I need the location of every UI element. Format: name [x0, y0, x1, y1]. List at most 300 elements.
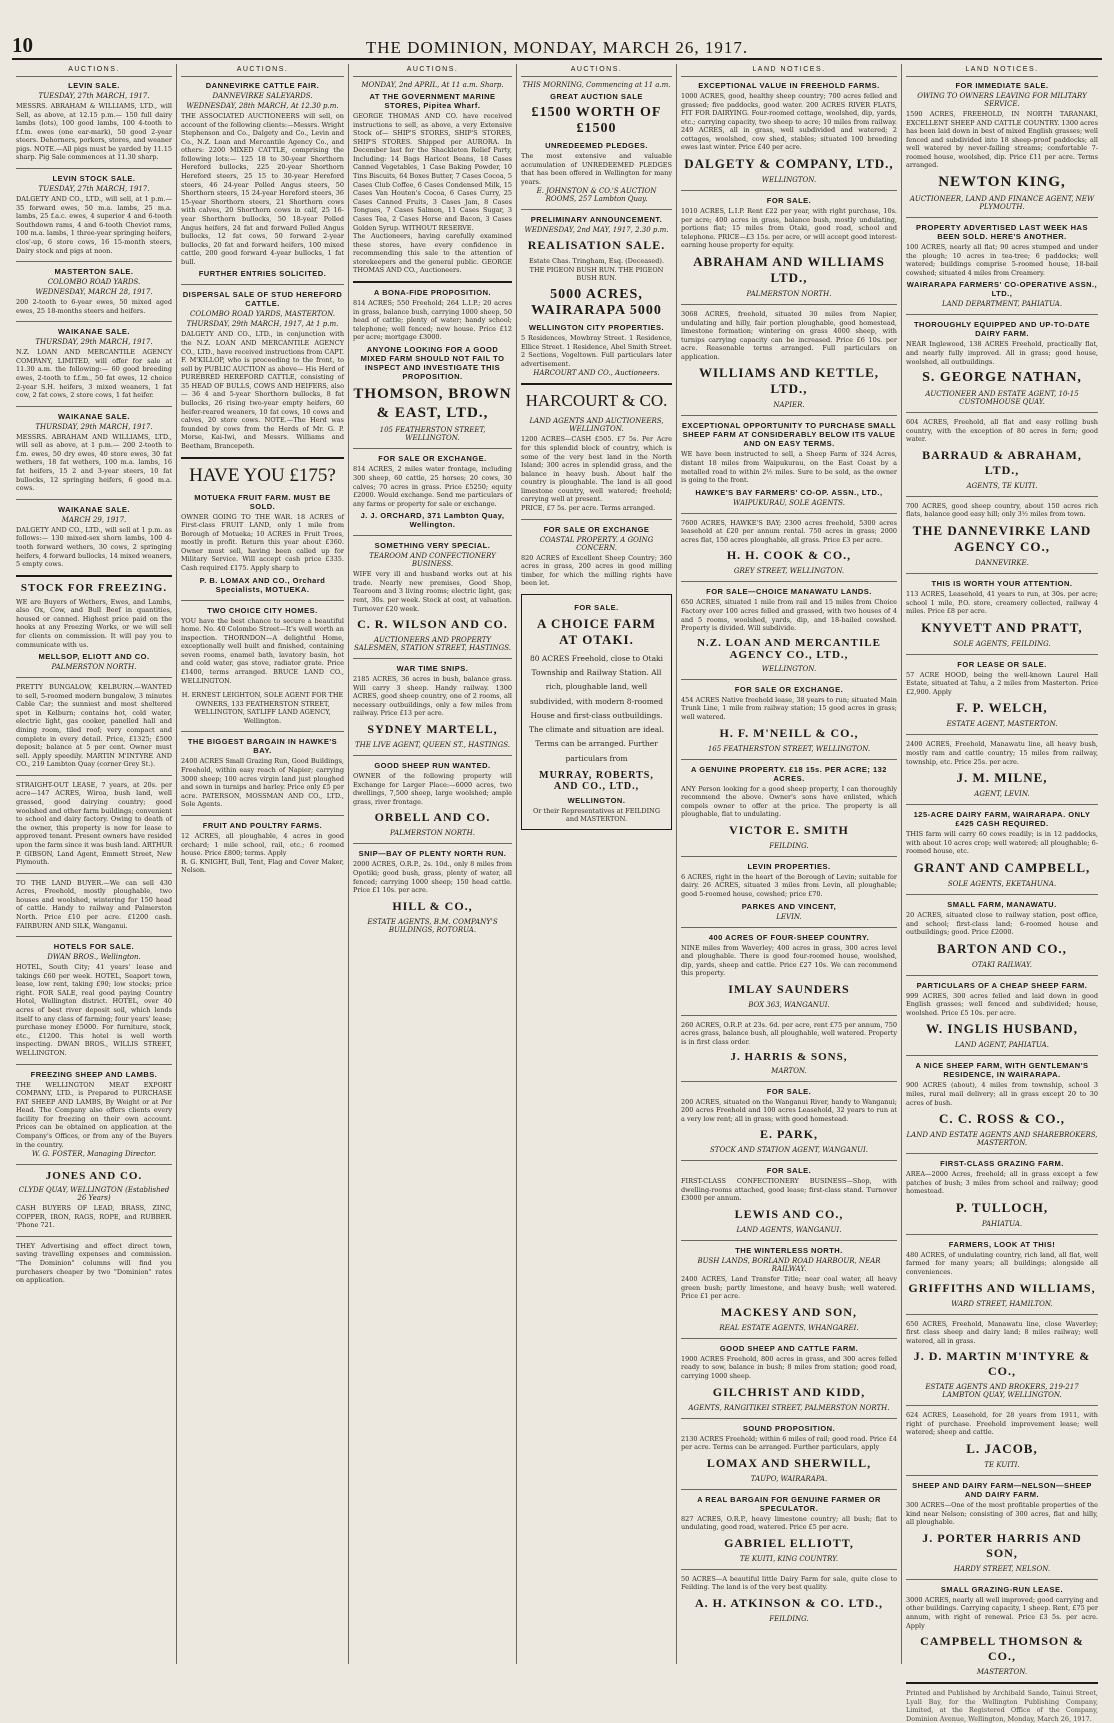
- ad-place: AGENTS, RANGITIKEI STREET, PALMERSTON NORTH.: [688, 1403, 890, 1412]
- divider: [181, 815, 344, 816]
- ad-realisation-sale: [521, 215, 672, 377]
- ad-place: TE KUITI.: [984, 1461, 1020, 1470]
- ad-war-time-snips: [353, 664, 512, 749]
- ad-signature: E. JOHNSTON & CO.'S AUCTION ROOMS, 257 Lambton Quay.: [536, 187, 657, 204]
- divider: [181, 284, 344, 285]
- newspaper-title: THE DOMINION, MONDAY, MARCH 26, 1917.: [365, 38, 749, 57]
- ad-signature: GRANT AND CAMPBELL,: [913, 859, 1091, 875]
- ad-subtitle: DANNEVIRKE SALEYARDS.: [212, 92, 313, 100]
- ad-grant-campbell: [906, 810, 1098, 888]
- ad-subtitle: WELLINGTON CITY PROPERTIES.: [528, 323, 665, 333]
- ad-body: 1010 ACRES, L.I.P. Rent £22 per year, with right purchase, 10s. per acre; 400 acres in grass, balance bush, mostly undulating, portions flat; 15 miles from Otaki, good road, school and telephone. PRICE—£3 15s. per acre, or will accept good interest-earning house property for equity.: [681, 207, 897, 250]
- divider: [681, 581, 897, 582]
- ad-list: 5 Residences, Mowbray Street. 1 Residence, Ellice Street. 1 Residence, Abel Smith Street. 2 Sections, Vogeltown. Full particulars later advertisement.: [521, 334, 672, 368]
- ad-title: THIS IS WORTH YOUR ATTENTION.: [931, 578, 1073, 588]
- divider: [521, 383, 672, 385]
- ad-sheep-run-wanted: [353, 761, 512, 837]
- ad-headline: £1500 WORTH OF £1500: [531, 105, 662, 136]
- divider: [906, 1405, 1098, 1406]
- ad-cc-ross: [906, 1061, 1098, 1147]
- ad-signature: E. PARK,: [759, 1127, 819, 1142]
- ad-body: 50 ACRES—A beautiful little Dairy Farm for sale, quite close to Feilding. The land is of the very best quality.: [681, 1574, 897, 1592]
- ad-date: TUESDAY, 27th MARCH, 1917.: [38, 185, 150, 194]
- divider: [906, 1314, 1098, 1315]
- ad-signature: P. TULLOCH,: [955, 1199, 1049, 1215]
- ad-headline: A CHOICE FARM AT OTAKI.: [537, 615, 656, 647]
- ad-signature: HARCOURT AND CO., Auctioneers.: [533, 369, 660, 378]
- ad-place: AUCTIONEER, LAND AND FINANCE AGENT, NEW PLYMOUTH.: [909, 195, 1095, 212]
- ad-unredeemed-pledges: [521, 81, 672, 203]
- ad-place: LEVIN.: [776, 912, 802, 921]
- ad-title: HOTELS FOR SALE.: [53, 942, 135, 952]
- ad-place: LAND AND ESTATE AGENTS AND SHAREBROKERS, MASTERTON.: [906, 1131, 1098, 1148]
- divider: [906, 1475, 1098, 1476]
- ad-lomax-sherwill: [681, 1424, 897, 1483]
- ad-body: 1200 ACRES—CASH £505. £7 5s. Per Acre for this splendid block of country, which is some of the very best land in the North Island; 300 acres in splendid grass, and the balance in heavy bush. About half the country is ploughable. The land is all good limestone country, well watered; freehold; carrying well at present.: [521, 435, 672, 504]
- ad-title: AT THE GOVERNMENT MARINE STORES, Pipitea Wharf.: [369, 92, 496, 110]
- ad-coastal-property: [521, 525, 672, 588]
- ad-wairarapa-farmers: [906, 223, 1098, 308]
- page-number: 10: [12, 33, 33, 57]
- ad-date: TUESDAY, 27th MARCH, 1917.: [38, 92, 150, 100]
- ad-signature: P. B. LOMAX AND CO., Orchard Specialists, MOTUEKA.: [199, 575, 326, 594]
- divider: [906, 573, 1098, 574]
- ad-body: 480 ACRES, of undulating country, rich land, all flat, well farmed for many years; all buildings; alongside all conveniences.: [906, 1250, 1098, 1277]
- ad-body: NEAR Inglewood, 138 ACRES Freehold, practically flat, and nearly fully improved. All in grass; good house, woolshed, all outbuildings.: [906, 340, 1098, 366]
- ad-gilchrist-kidd: [681, 1344, 897, 1412]
- ad-waikanae-sale-2: [16, 412, 172, 493]
- ad-subtitle: BUSH LANDS, BORLAND ROAD HARBOUR, NEAR RAILWAY.: [697, 1257, 881, 1274]
- ad-signature: C. R. WILSON AND CO.: [357, 617, 508, 632]
- column-header: AUCTIONS.: [181, 64, 344, 77]
- ad-signature: CAMPBELL THOMSON & CO.,: [920, 1634, 1084, 1664]
- ad-body: THE ASSOCIATED AUCTIONEERS will sell, on account of the following clients:—Messrs. Wright Stephenson and Co., Dalgety and Co., Levin and Co., N.Z. Loan and Mercantile Agency Co., and others: 2200 MIXED CATTLE, comprising the following lots:— 125 18 to 30-year Shorthorn Hereford bullocks, 225 20-year Shorthorn Hereford steers, 25 15 to 30-year Hereford steers, 46 24-year Polled Angus steers, 50 Shorthorn steers, 15 24-year Hereford steers, 36 15-year Shorthorn steers, 21 Shorthorn cows with calves, 20 Shorthorn cows in calf, 25 16-year Shorthorn bullocks, 50 18-year Polled Angus heifers, 24 fat and forward Polled Angus bullocks, 12 fat cows, 50 forward 2-year bullocks, 20 fat and forward heifers, 100 mixed cattle, 200 good forward 4-year bullocks, 1 fat bull.: [181, 112, 344, 266]
- ad-title: FRUIT AND POULTRY FARMS.: [202, 820, 323, 830]
- ad-title: SOMETHING VERY SPECIAL.: [374, 541, 491, 551]
- columns: [12, 64, 1102, 1723]
- ad-place: MARTON.: [771, 1066, 807, 1075]
- divider: [906, 1055, 1098, 1056]
- ad-signature: J. J. ORCHARD, 371 Lambton Quay, Wellington.: [360, 511, 505, 530]
- column-header: LAND NOTICES.: [681, 64, 897, 77]
- ad-signature: C. C. ROSS & CO.,: [938, 1111, 1066, 1127]
- ad-harcourt: [521, 391, 672, 512]
- ad-date: MONDAY, 2nd APRIL, At 11 a.m. Sharp.: [361, 81, 504, 89]
- ad-signature: H. H. COOK & CO.,: [726, 548, 852, 563]
- ad-title: WAIKANAE SALE.: [57, 411, 130, 421]
- ad-title: FREEZING SHEEP AND LAMBS.: [30, 1069, 158, 1079]
- ad-body: 6 ACRES, right in the heart of the Borough of Levin; suitable for dairy. 26 ACRES, situated 3 miles from Levin, all ploughable; good 5-roomed house, cowshed; price £70.: [681, 872, 897, 898]
- divider: [16, 1064, 172, 1065]
- ad-address: 105 FEATHERSTON STREET, WELLINGTON.: [379, 426, 486, 443]
- ad-signature: GABRIEL ELLIOTT,: [724, 1535, 854, 1550]
- divider: [906, 1153, 1098, 1154]
- ad-subtitle: CLYDE QUAY, WELLINGTON (Established 26 Years): [18, 1186, 170, 1203]
- divider: [353, 535, 512, 536]
- divider: [353, 281, 512, 283]
- ad-place: WELLINGTON.: [567, 795, 626, 805]
- ad-signature: BARRAUD & ABRAHAM, LTD.,: [922, 447, 1082, 477]
- divider: [906, 1234, 1098, 1235]
- ad-title: DISPERSAL SALE OF STUD HEREFORD CATTLE.: [182, 290, 343, 309]
- divider: [16, 406, 172, 407]
- ad-subtitle: TEAROOM AND CONFECTIONERY BUSINESS.: [369, 552, 496, 569]
- ad-subtitle: OWING TO OWNERS LEAVING FOR MILITARY SERVICE.: [917, 92, 1087, 108]
- ad-signature: HAWKE'S BAY FARMERS' CO-OP. ASSN., LTD.,: [695, 487, 883, 497]
- ad-title: PARTICULARS OF A CHEAP SHEEP FARM.: [916, 980, 1088, 990]
- divider: [353, 755, 512, 756]
- ad-address: PALMERSTON NORTH.: [390, 829, 475, 838]
- ad-title: A NICE SHEEP FARM, WITH GENTLEMAN'S RESIDENCE, IN WAIRARAPA.: [915, 1061, 1089, 1080]
- ad-place: HARDY STREET, NELSON.: [953, 1564, 1051, 1573]
- ad-note: Or their Representatives at FEILDING and MASTERTON.: [532, 806, 661, 824]
- ad-subtitle: MOTUEKA FRUIT FARM. MUST BE SOLD.: [194, 492, 331, 511]
- ad-signature: R. G. KNIGHT, Bull, Tent, Flag and Cover Maker, Nelson.: [181, 857, 344, 875]
- ad-place: LAND AGENTS, WANGANUI.: [736, 1226, 842, 1235]
- ad-levin-properties: [681, 862, 897, 921]
- ad-signature: THE DANNEVIRKE LAND AGENCY CO.,: [912, 522, 1092, 554]
- ad-body: THIS farm will carry 60 cows readily; is in 12 paddocks, with about 10 acres crop; well watered; all ploughable; 6-roomed house, etc.: [906, 830, 1098, 856]
- divider: [16, 677, 172, 678]
- ad-four-sheep-country: [681, 933, 897, 1009]
- ad-griffiths-williams: [906, 1240, 1098, 1308]
- ad-abraham-williams: [681, 196, 897, 298]
- divider: [906, 804, 1098, 805]
- ad-straight-out-lease: STRAIGHT-OUT LEASE, 7 years, at 20s. per acre—147 ACRES, Wiroa, bush land, well grassed, good dairying country; good woolshed and other farm buildings; convenient to school and dairy factory. Owing to death of the owner, this property is now for lease to approved tenant. Present owners have resided upon the farm since it was bush land. ARTHUR P. GIBSON, Land Agent, Emmett Street, New Plymouth.: [16, 780, 172, 867]
- ad-immediate-sale: [906, 81, 1098, 211]
- ad-title: A BONA-FIDE PROPOSITION.: [373, 287, 492, 297]
- ad-title: A REAL BARGAIN FOR GENUINE FARMER OR SPECULATOR.: [697, 1494, 881, 1513]
- ad-title: FOR SALE.: [574, 602, 619, 612]
- ad-e-park: [681, 1087, 897, 1155]
- ad-title: A GENUINE PROPERTY. £18 15s. PER ACRE; 132 ACRES.: [691, 764, 887, 783]
- ad-place: PALMERSTON NORTH.: [51, 663, 137, 672]
- ad-place: PALMERSTON NORTH.: [746, 289, 832, 298]
- divider: [906, 654, 1098, 655]
- ad-jones-and-co: [16, 1170, 172, 1230]
- divider: [906, 975, 1098, 976]
- ad-bona-fide: [353, 288, 512, 442]
- ad-body: MESSRS. ABRAHAM AND WILLIAMS, LTD., will sell as above, at 1 p.m.— 200 2-tooth to f.m. ewes, 50 dry ewes, 40 store ewes, 30 fat wethers, 18 fat wethers, 100 m.a. lambs, 16 fat heifers, 15 2 and 3-year steers, 10 fat bullocks, 12 springing heifers, 6 good m.a. cows.: [16, 432, 172, 493]
- ad-mcneill: [681, 685, 897, 753]
- ad-choice-farm-otaki: [521, 594, 672, 830]
- ad-title: GOOD SHEEP AND CATTLE FARM.: [719, 1343, 859, 1353]
- ad-signature: BARTON AND CO.,: [937, 940, 1067, 956]
- ad-stock-for-freezing: [16, 582, 172, 671]
- ad-title: SMALL GRAZING-RUN LEASE.: [940, 1584, 1064, 1594]
- ad-body: 2130 ACRES Freehold; within 6 miles of rail; good road. Price £4 per acre. Terms can be arranged. Further particulars, apply: [681, 1434, 897, 1452]
- ad-note: PRICE, £7 5s. per acre. Terms arranged.: [521, 503, 656, 512]
- ad-body: HOTEL, South City; 41 years' lease and takings £60 per week. HOTEL, Seaport town, lease, low rent, taking £90; low stocks; price right. FOR SALE, real good paying Country Hotel, Wellington district. HOTEL, over 40 acres of best river deposit soil, which lends itself to any class of farming; four years' lease; purchase money £5000. For furniture, stock, etc., £1200. This hotel is well worth inspecting. DWAN BROS., WILLIS STREET, WELLINGTON.: [16, 963, 172, 1057]
- ad-body: MESSRS. ABRAHAM & WILLIAMS, LTD., will Sell, as above, at 12.15 p.m.— 150 full dairy lambs (lots), 100 good lambs, 100 4-tooth to f.f.m. ewes (one ear-mark), 50 good 2-year steers. Dehorners, porkers, stores, and weaner pigs. NOTE.—All pigs must be yarded by 11.15 sharp. Pig Sale commences at 11.30 sharp.: [16, 102, 172, 162]
- ad-title: EXCEPTIONAL VALUE IN FREEHOLD FARMS.: [698, 81, 880, 90]
- ad-body: Estate Chas. Tringham, Esq. (Deceased). THE PIGEON BUSH RUN. THE PIGEON BUSH RUN.: [528, 257, 665, 283]
- ad-address: THE LIVE AGENT, QUEEN ST., HASTINGS.: [354, 741, 511, 750]
- ad-dannevirke-land: [906, 502, 1098, 567]
- ad-body: 80 ACRES Freehold, close to Otaki Township and Railway Station. All rich, ploughable land, well subdivided, with modern 8-roomed House and first-class outbuildings. The climate and situation are ideal. Terms can be arranged. Further particulars from: [528, 653, 665, 763]
- ad-fp-welch: [906, 660, 1098, 729]
- ad-signature: J. PORTER HARRIS AND SON,: [922, 1530, 1082, 1560]
- ad-signature: H. F. M'NEILL & CO.,: [719, 725, 859, 740]
- ad-signature: GILCHRIST AND KIDD,: [712, 1384, 866, 1399]
- column-header: AUCTIONS.: [353, 64, 512, 77]
- ad-body: 604 ACRES, Freehold, all flat and easy rolling bush country, with the exception of 80 acres in fern; good water.: [906, 418, 1098, 444]
- ad-place: ESTATE AGENTS AND BROKERS, 219-217 LAMBTON QUAY, WELLINGTON.: [925, 1383, 1079, 1400]
- ad-place: AGENT, LEVIN.: [974, 790, 1030, 799]
- ad-signature: GRIFFITHS AND WILLIAMS,: [908, 1280, 1096, 1295]
- ad-body: 200 2-tooth to 6-year ewes, 50 mixed aged ewes, 25 18-months steers and heifers.: [16, 298, 172, 315]
- ad-subtitle: LAND AGENTS AND AUCTIONEERS, WELLINGTON.: [529, 417, 664, 434]
- ad-date: MARCH 29, 1917.: [61, 515, 127, 524]
- ad-place: MASTERTON.: [976, 1668, 1028, 1677]
- column-header: AUCTIONS.: [16, 64, 172, 77]
- ad-place: FEILDING.: [769, 841, 809, 850]
- column-2: [177, 64, 349, 1664]
- ad-subtitle: UNREDEEMED PLEDGES.: [545, 141, 648, 150]
- ad-masterton-sale: [16, 267, 172, 315]
- ad-title: 125-ACRE DAIRY FARM, WAIRARAPA. ONLY £425 CASH REQUIRED.: [913, 810, 1091, 829]
- ad-headline: HARCOURT & CO.: [525, 391, 668, 411]
- ad-date: WEDNESDAY, 28th MARCH, At 12.30 p.m.: [186, 102, 339, 110]
- ad-title: FOR SALE.: [766, 196, 812, 206]
- ad-title: FOR SALE—CHOICE MANAWATU LANDS.: [706, 587, 872, 597]
- ad-address: ESTATE AGENTS, B.M. COMPANY'S BUILDINGS, ROTORUA.: [367, 917, 498, 934]
- ad-place: AUCTIONEER AND ESTATE AGENT, 10-15 CUSTOMHOUSE QUAY.: [925, 390, 1079, 407]
- ad-freezing-sheep: [16, 1070, 172, 1159]
- ad-two-city-homes: [181, 606, 344, 686]
- ad-tulloch: [906, 1159, 1098, 1228]
- ad-body: DALGETY AND CO., LTD., will sell, at 1 p.m.— 35 forward ewes, 50 m.a. lambs, 25 m.a. lambs, 25 f.a.c. ewes, 4 superior 4 and 6-tooth Southdown rams, 4 and 6-tooth Cheviot rams, 100 m.a. lambs, 1 three-year springing heifers, clos'-up, 6 store cows, 16 15-month steers, Dairy stock and pigs at noon.: [16, 195, 172, 255]
- divider: [681, 1160, 897, 1161]
- ad-body: 2185 ACRES, 36 acres in bush, balance grass. Will carry 3 sheep. Handy railway. 1300 ACRES, good sheep country, one of 2 rooms, all necessary outbuildings, only a few miles from railway. Price £13 per acre.: [353, 675, 512, 718]
- ad-hh-cook: [681, 519, 897, 576]
- ad-place: LAND DEPARTMENT, PAHIATUA.: [941, 300, 1063, 309]
- ad-exceptional-value: [681, 81, 897, 184]
- divider: [681, 927, 897, 928]
- ad-signature: VICTOR E. SMITH: [729, 822, 849, 837]
- masthead: [12, 28, 1102, 60]
- divider: [906, 734, 1098, 735]
- divider: [681, 1489, 897, 1490]
- ad-body: 700 ACRES, good sheep country, about 150 acres rich flats, balance good easy hill; only 3½ miles from town.: [906, 501, 1098, 519]
- ad-body: 2400 ACRES, Land Transfer Title; near coal water, all heavy green bush; partly limestone, and heavy bush; well watered. Price £1 per acre.: [681, 1275, 897, 1301]
- ad-signature: MACKESY AND SON,: [721, 1304, 857, 1319]
- divider: [906, 217, 1098, 218]
- ad-harris-sons: [681, 1021, 897, 1075]
- ad-headline: REALISATION SALE.: [527, 238, 666, 253]
- publisher-imprint: Printed and Published by Archibald Sando, Tainui Street, Lyall Bay, for the Wellington Publishing Company, Limited, at the Registered Office of the Company, Dominion Avenue, Wellington, Monday, March 26, 1917.: [906, 1689, 1098, 1723]
- ad-title: SNIP—BAY OF PLENTY NORTH RUN.: [358, 849, 507, 859]
- ad-body: 57 ACRE HOOD, being the well-known Laurel Hall Estate, situated at Tahu, a 2 miles from Masterton. Price £2,900. Apply: [906, 670, 1098, 696]
- ad-levin-sale: [16, 81, 172, 162]
- ad-waikanae-sale-1: [16, 327, 172, 399]
- divider: [906, 1682, 1098, 1684]
- divider: [353, 448, 512, 449]
- divider: [16, 321, 172, 322]
- ad-date: THURSDAY, 29th MARCH, 1917.: [35, 422, 153, 431]
- ad-body: ANY Person looking for a good sheep property, I can thoroughly recommend the above. Owner's sons have enlisted, which compels owner to offer at the price. The property is all ploughable, flat to undulating.: [681, 784, 897, 819]
- divider: [681, 1569, 897, 1570]
- ad-body: DALGETY AND CO., LTD., will sell at 1 p.m. as follows:— 130 mixed-sex shorn lambs, 100 4-tooth forward wethers, 30 cows, 2 springing heifers, 4 forward bullocks, 14 mixed weaners, 5 empty cows.: [16, 525, 172, 569]
- ad-body: 3068 ACRES, freehold, situated 30 miles from Napier, undulating and hilly, fair portion ploughable, good homestead, limestone formation; wintering on grass 4000 sheep, with turnips carrying capacity can be increased. Price £6 10s. per acre. Reasonable terms arranged. Full particulars on application.: [681, 309, 897, 361]
- ad-place: PAHIATUA.: [981, 1219, 1023, 1228]
- ad-place: BOX 363, WANGANUI.: [748, 1000, 830, 1009]
- ad-subtitle: DWAN BROS., Wellington.: [47, 953, 141, 962]
- ad-signature: J. HARRIS & SONS,: [730, 1050, 848, 1063]
- ad-sale-or-exchange: [353, 454, 512, 529]
- divider: [906, 1579, 1098, 1580]
- divider: [16, 1164, 172, 1165]
- ad-body-continued: The Auctioneers, having carefully examined these stores, have every confidence in recommending this sale to the attention of storekeepers and the general public. GEORGE THOMAS AND CO., Auctioneers.: [353, 232, 512, 275]
- ad-signature: IMLAY SAUNDERS: [728, 981, 850, 996]
- ad-body: 20 ACRES, situated close to railway station, post office, and school; first-class land; 6-roomed house and outbuildings; good. Price £2000.: [906, 910, 1098, 937]
- ad-signature: MELLSOP, ELIOTT AND CO.: [38, 652, 150, 662]
- ad-signature: WAIRARAPA FARMERS' CO-OPERATIVE ASSN., LTD.,: [906, 280, 1098, 299]
- ad-title: SMALL FARM, MANAWATU.: [947, 899, 1057, 909]
- divider: [681, 304, 897, 305]
- ad-title: LEVIN STOCK SALE.: [52, 174, 136, 184]
- ad-subtitle: COASTAL PROPERTY. A GOING CONCERN.: [539, 535, 654, 552]
- ad-something-special: [353, 541, 512, 652]
- divider: [16, 499, 172, 500]
- ad-date: THURSDAY, 29th MARCH, 1917.: [35, 338, 153, 347]
- divider: [521, 519, 672, 520]
- divider: [353, 658, 512, 659]
- ad-place: GREY STREET, WELLINGTON.: [733, 567, 845, 576]
- column-6: [902, 64, 1102, 1723]
- ad-body: 814 ACRES, 2 miles water frontage, including 300 sheep, 60 cattle, 25 horses; 20 cows, 30 calves; 70 acres in grass. Price £5250; equity £2000. Would exchange. Send me particulars of any farms or property for sale or exchange.: [353, 465, 512, 508]
- ad-title: FARMERS, LOOK AT THIS!: [948, 1239, 1056, 1249]
- ad-body: 1900 ACRES Freehold, 800 acres in grass, and 300 acres felled ready to sow, balance in bush; 8 miles from station; good road, carrying 1000 sheep.: [681, 1354, 897, 1380]
- ad-place: WELLINGTON.: [761, 664, 817, 673]
- divider: [16, 873, 172, 874]
- ad-l-jacob: [906, 1411, 1098, 1469]
- divider: [681, 856, 897, 857]
- ad-title: FOR SALE OR EXCHANGE.: [378, 454, 487, 464]
- ad-date: THIS MORNING, Commencing at 11 a.m.: [522, 81, 671, 89]
- ad-body: YOU have the best chance to secure a beautiful home. No. 40 Colombo Street—It's well worth an inspection. THORNDON—A delightful Home, exceptionally well built and finished, containing seven rooms, enamel bath, lavatory basin, hot and cold water, gas stove, radiator grate. Price £1400, terms arranged. BRUCE LAND CO., WELLINGTON.: [181, 616, 344, 685]
- ad-body: 999 ACRES, 300 acres felled and laid down in good English grasses; well fenced and subdivided; house, woolshed. Price £5 10s. per acre.: [906, 991, 1098, 1017]
- ad-body: AREA—2000 Acres, freehold; all in grass except a few patches of bush; 3 miles from school and railway; good homestead.: [906, 1170, 1098, 1196]
- ad-body: 3000 ACRES, nearly all well improved; good carrying and other buildings. Carrying capacity, 1 sheep. Rent, £75 per annum, with right of renewal. Price £3 5s. per acre. Apply: [906, 1595, 1098, 1630]
- ad-place: OTAKI RAILWAY.: [972, 960, 1032, 969]
- ad-knyvett-pratt: [906, 579, 1098, 648]
- ad-title: FIRST-CLASS GRAZING FARM.: [940, 1159, 1064, 1169]
- ad-title: SOUND PROPOSITION.: [742, 1423, 836, 1433]
- ad-title: FOR IMMEDIATE SALE.: [955, 81, 1049, 90]
- ad-body: 12 ACRES, all ploughable, 4 acres in good orchard; 1 mile school, rail, etc.; 6 roomed house. Price £800; terms. Apply: [181, 831, 344, 858]
- ad-body: 1000 ACRES, good, healthy sheep country; 700 acres felled and grassed; five paddocks, good water. 200 ACRES RIVER FLATS, FIT FOR DAIRYING. Four-roomed cottage, woolshed, dip, yards, etc.; carrying capacity, two sheep to acre; 10 miles from railway. 249 ACRES, all in grass, well subdivided and watered; 2 cottages, woolshed, cow shed, stables; situated 100 breeding ewes last winter. Price £40 per acre.: [681, 92, 897, 152]
- ad-place: AGENTS, TE KUITI.: [966, 481, 1038, 490]
- ad-signature: NEWTON KING,: [938, 174, 1066, 191]
- ad-place: FEILDING.: [769, 1615, 809, 1623]
- ad-note: ANYONE LOOKING FOR A GOOD MIXED FARM SHOULD NOT FAIL TO INSPECT AND INVESTIGATE THIS PROPOSITION.: [360, 344, 505, 381]
- ad-place: TE KUITI, KING COUNTRY.: [739, 1554, 839, 1563]
- ad-levin-stock-sale: [16, 174, 172, 255]
- ad-body: NINE miles from Waverley; 400 acres in grass, 300 acres level and ploughable. There is good four-roomed house, woolshed, dip, yards, sheep and cattle. Price £27 10s. We can recommend this property.: [681, 943, 897, 978]
- ad-title: GOOD SHEEP RUN WANTED.: [374, 761, 491, 771]
- ad-signature: ABRAHAM AND WILLIAMS LTD.,: [693, 253, 885, 285]
- ad-title: GREAT AUCTION SALE: [550, 92, 643, 101]
- divider: [16, 575, 172, 577]
- ad-body: 650 ACRES, situated 1 mile from rail and 15 miles from Choice Factory over 100 acres felled and grassed, with two houses of 4 and 5 rooms, woolshed, yards, dip, and 18-bailed cowshed. Property is divided. Will subdivide.: [681, 598, 897, 633]
- ad-signature: ORBELL AND CO.: [374, 810, 491, 825]
- ad-bay-of-plenty: [353, 849, 512, 933]
- ad-title: WAR TIME SNIPS.: [396, 664, 469, 674]
- divider: [681, 679, 897, 680]
- ad-signature: W. INGLIS HUSBAND,: [926, 1021, 1078, 1037]
- ad-acreage: 5000 ACRES, WAIRARAPA 5000: [531, 287, 662, 319]
- ad-porter-harris: [906, 1481, 1098, 1573]
- ad-manawatu-lands: [681, 587, 897, 672]
- divider: [181, 600, 344, 601]
- ad-subtitle: COLOMBO ROAD YARDS, MASTERTON.: [189, 310, 336, 319]
- ad-title: PROPERTY ADVERTISED LAST WEEK HAS BEEN SOLD. HERE'S ANOTHER.: [916, 223, 1088, 242]
- ad-title: FOR SALE.: [766, 1166, 812, 1176]
- ad-place: WELLINGTON.: [761, 176, 817, 185]
- ad-note: FURTHER ENTRIES SOLICITED.: [198, 269, 327, 279]
- divider: [16, 936, 172, 937]
- ad-headline: HAVE YOU £175?: [189, 464, 336, 486]
- divider: [681, 1338, 897, 1339]
- ad-gabriel-elliott: [681, 1495, 897, 1563]
- ad-title: DANNEVIRKE CATTLE FAIR.: [205, 81, 320, 90]
- ad-waikanae-sale-3: [16, 505, 172, 569]
- ad-lewis-co: [681, 1166, 897, 1234]
- divider: [16, 775, 172, 776]
- ad-place: SOLE AGENTS, FEILDING.: [953, 639, 1051, 648]
- ad-advertising-notice: THEY Advertising and effect direct town, saving travelling expenses and commission. "The Dominion" columns will find you purchasers cheaper by two "Dominion" rates on application.: [16, 1241, 172, 1285]
- ad-inglis-husband: [906, 981, 1098, 1050]
- divider: [906, 496, 1098, 497]
- column-5: [677, 64, 902, 1664]
- ad-body: 2400 ACRES Small Grazing Run, Good Buildings, Freehold, within easy reach of Napier; carrying 3000 sheep; 100 acres virgin land just ploughed and sown in turnips and barley. Price only £5 per acre. PATERSON, MOSSMAN AND CO., LTD., Sole Agents.: [181, 757, 344, 809]
- ad-place: TAUPO, WAIRARAPA.: [750, 1474, 828, 1483]
- ad-body: 2400 ACRES, Freehold, Manawatu line, all heavy bush, mostly ram and cattle country; 15 miles from railway, township, etc. Price 25s. per acre.: [906, 740, 1098, 766]
- ad-body: THE WELLINGTON MEAT EXPORT COMPANY, LTD., is Prepared to PURCHASE FAT SHEEP AND LAMBS, By Weight or at Per Head. The Company also offers clients every facility for freezing on their own account. Prices can be obtained on application at the Company's Offices, or from any of the Buyers in the country.: [16, 1080, 172, 1149]
- column-4: [517, 64, 677, 1664]
- ad-title: FOR LEASE OR SALE.: [957, 659, 1047, 669]
- ad-signature: J. M. MILNE,: [956, 770, 1048, 786]
- divider: [521, 209, 672, 210]
- divider: [681, 513, 897, 514]
- ad-signature: DALGETY & COMPANY, LTD.,: [684, 156, 894, 172]
- ad-body: GEORGE THOMAS AND CO. have received instructions to sell, as above, a very Extensive Stock of— SHIP'S STORES, SHIP'S STORES, SHIP'S STORES. Shipped per AURORA. In December last for the Shackleton Relief Party, Including: 14 Bags Haricot Beans, 18 Cases Canned Vegetables, 1 Case Baking Powder, 10 Tins Biscuits, 64 Boxes Butter, 7 Cases Cocoa, 5 Cases Club Coffee, 6 Cases Condensed Milk, 15 Cases Van Houten's Cocoa, 6 Cases Curry, 25 Cases Canned Fruits, 3 Cases Jam, 8 Cases Tongues, 7 Cases Salmon, 11 Cases Sugar, 3 Cases Tea, 2 Cases Horse and Bacon, 3 Cases Golden Syrup. WITHOUT RESERVE.: [353, 112, 512, 232]
- ad-title: FOR SALE OR EXCHANGE.: [734, 684, 844, 694]
- ad-signature: MURRAY, ROBERTS, AND CO., LTD.,: [539, 769, 654, 792]
- ad-barraud-abraham: [906, 418, 1098, 490]
- ad-atkinson: [681, 1575, 897, 1623]
- ad-address: AUCTIONEERS AND PROPERTY SALESMEN, STATION STREET, HASTINGS.: [353, 636, 511, 653]
- ad-small-sheep-farm: [681, 421, 897, 506]
- ad-fruit-poultry-farms: [181, 821, 344, 875]
- divider: [181, 457, 344, 459]
- ad-title: FOR SALE OR EXCHANGE: [543, 524, 650, 534]
- ad-body: OWNER GOING TO THE WAR. 18 ACRES of First-class FRUIT LAND, only 1 mile from Borough of Motueka; 10 ACRES in Fruit Trees, mostly in profit. Return this year about £360. Owner must sell, having been called up for Military Service. Will accept cash price £335. Cash required £175. Apply sharp to: [181, 512, 344, 572]
- ad-winterless-north: [681, 1246, 897, 1332]
- ad-body: WE have been instructed to sell, a Sheep Farm of 324 Acres, distant 18 miles from Waipukurau, on the East Coast by a metalled road to within 2½ miles. Sure to be sold, as the owner is going to the front.: [681, 450, 897, 485]
- divider: [681, 415, 897, 416]
- column-header: AUCTIONS.: [521, 64, 672, 77]
- divider: [681, 190, 897, 191]
- ad-body: DALGETY AND CO., LTD., in conjunction with the N.Z. LOAN AND MERCANTILE AGENCY CO., LTD., have received instructions from CAPT. F. M'KILLOP, who is proceeding to the front, to sell by PUBLIC AUCTION as above— His Herd of PUREBRED HEREFORD CATTLE, consisting of 35 HEAD OF BULLS, COWS AND HEIFERS, also— 36 4 and 5-year Shorthorn bullocks, 8 fat bullocks, 26 rising two-year empty heifers, 60 heifer-reared weaners, 10 fat cows, 10 cows and calves, 20 store cows. NOTE.—The Herd was founded by cows from the Herds of Mr. G. P. Morse, Kai-Iwi, and Messrs. Williams and Beetham, Brancepeth.: [181, 330, 344, 450]
- ad-body: 200 ACRES, situated on the Wanganui River, handy to Wanganui; 200 acres Freehold and 100 acres Leasehold, 32 years to run at a very low rent; all in grass; with good homestead.: [681, 1097, 897, 1123]
- divider: [681, 759, 897, 760]
- ad-signature: HILL & CO.,: [392, 898, 473, 913]
- ad-title: EXCEPTIONAL OPPORTUNITY TO PURCHASE SMALL SHEEP FARM AT CONSIDERABLY BELOW ITS VALUE AND ON EASY TERMS.: [681, 421, 897, 449]
- ad-place: WAIPUKURAU, SOLE AGENTS.: [733, 498, 845, 507]
- ad-martin-mcintyre: [906, 1320, 1098, 1400]
